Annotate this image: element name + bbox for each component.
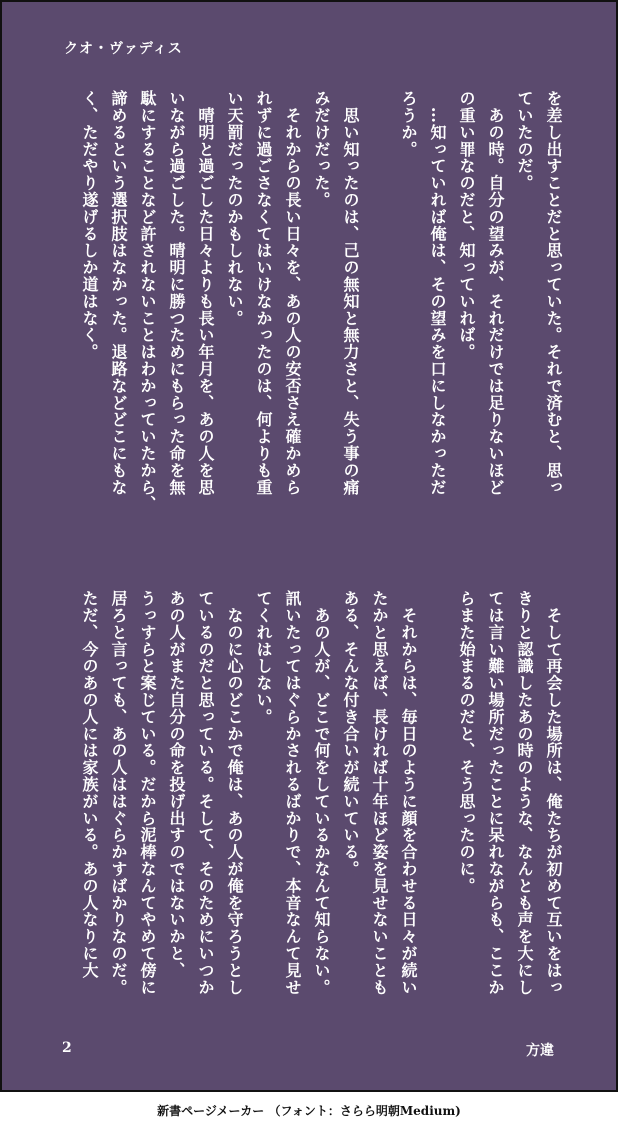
- generator-caption: 新書ページメーカー （フォント：さらら明朝Medium): [157, 1104, 461, 1118]
- author-name: 方違: [526, 1043, 554, 1059]
- page-number: 2: [62, 1040, 72, 1056]
- vertical-text-block-bottom: そして再会した場所は、俺たちが初めて互いをはっ きりと認識したあの時のような、なんとも声を大にし ては言い難い場所だったことに呆れながらも、ここか らまた始まるのだと、そう思ったのに。 それからは、毎日のように顔を合わせる日々が続い たかと思えば、長ければ十年ほど姿を見せないことも ある、そんな付き合いが続いている。 あの人が、どこで何をしているかなんて知らない。 訊いたってはぐらかされるばかりで、本音なんて見せ てくれはしない。 なのに心のどこかで俺は、あの人が俺を守ろうとし ているのだと思っている。そして、そのためにいつか あの人がまた自分の命を投げ出すのではないかと、 うっすらと案じている。だから泥棒なんてやめて傍に 居ろと言っても、あの人ははぐらかすばかりなのだ。 ただ、今のあの人には家族がいる。あの人なりに大: [80, 590, 563, 996]
- vertical-text-block-top: を差し出すことだと思っていた。それで済むと、思っ ていたのだ。 あの時。自分の望みが、それだけでは足りないほど の重い罪なのだと、知っていれば。 …知っていれば俺は、その望みを口にしなかっただ ろうか。 思い知ったのは、己の無知と無力さと、失う事の痛 みだけだった。 それからの長い日々を、あの人の安否さえ確かめら れずに過ごさなくてはいけなかったのは、何よりも重 い天罰だったのかもしれない。 晴明と過ごした日々よりも長い年月を、あの人を思 いながら過ごした。晴明に勝つためにもらった命を無 駄にすることなど許されないことはわかっていたから、 諦めるという選択肢はなかった。退路などどこにもな く、ただやり遂げるしか道はなく。: [80, 90, 563, 513]
- chapter-title: クオ・ヴァディス: [64, 41, 183, 57]
